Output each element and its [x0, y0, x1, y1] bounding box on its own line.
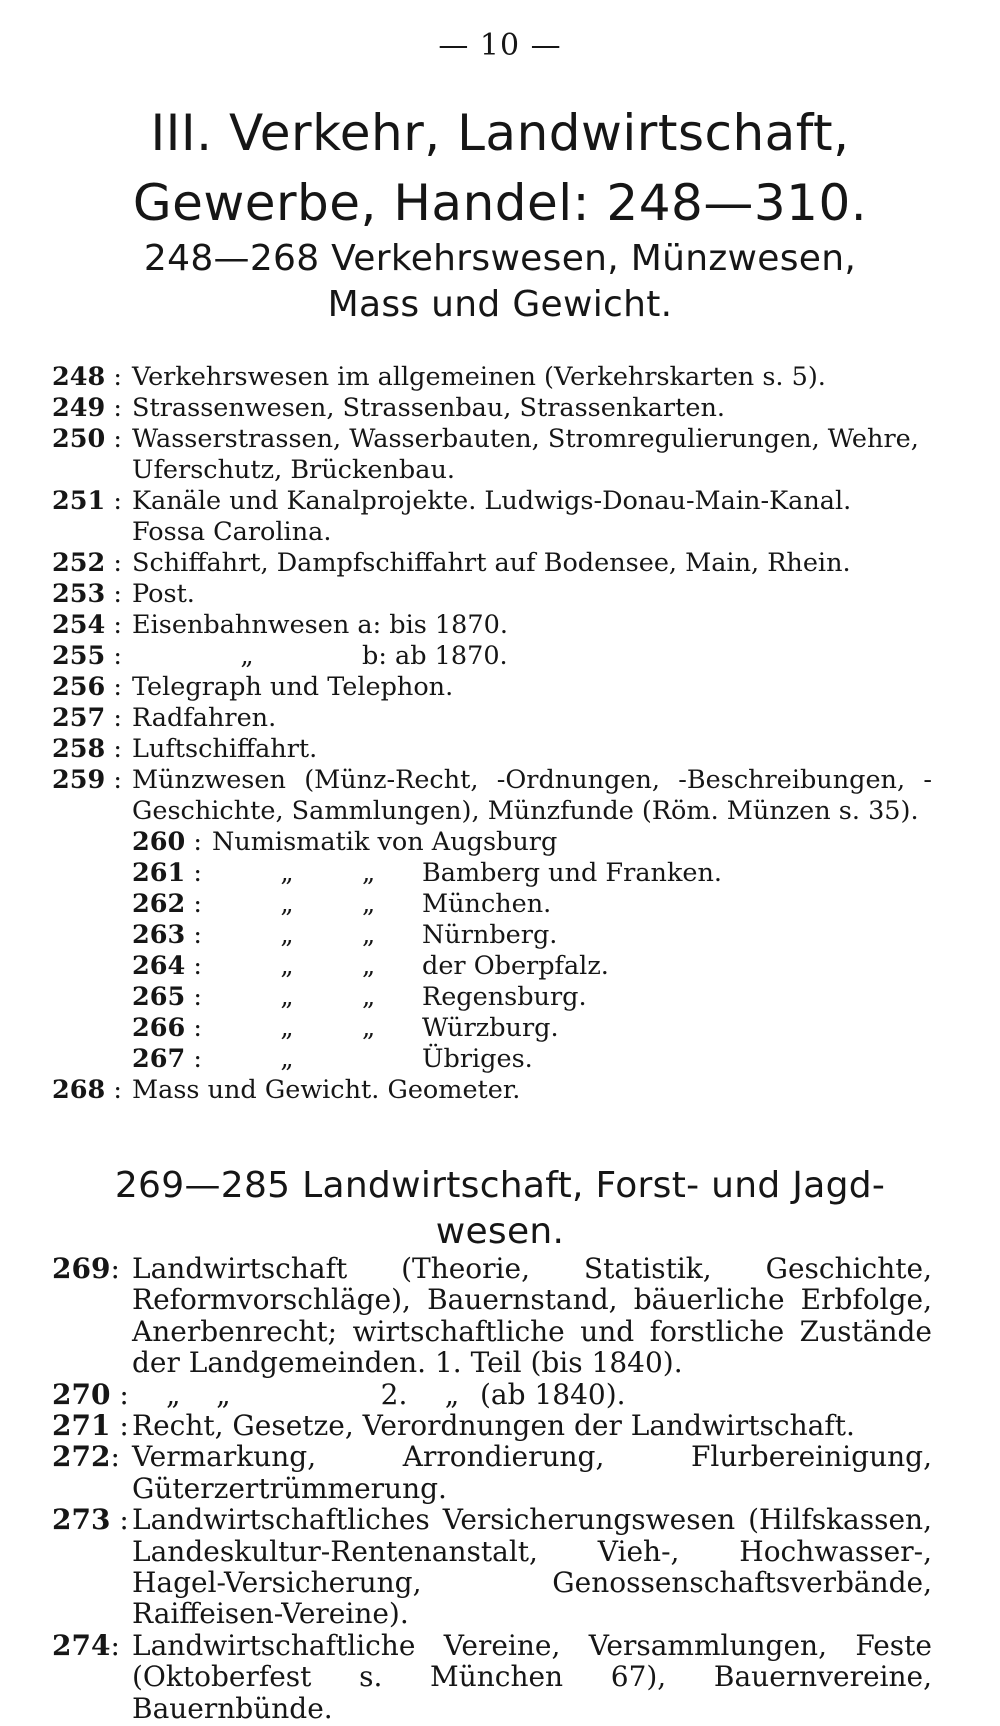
list-item: 253 : Post.: [52, 579, 932, 610]
entry-text: Übriges.: [422, 1044, 533, 1074]
list-item: 265 : „ „ Regensburg.: [132, 982, 587, 1012]
section-title-line-1: III. Verkehr, Landwirtschaft,: [150, 104, 850, 162]
entry-number: 270: [52, 1377, 111, 1411]
entry-text: (ab 1840).: [480, 1377, 626, 1411]
list-item: 260 : Numismatik von Augsburg: [52, 827, 932, 858]
entry-text: Würzburg.: [422, 1013, 559, 1043]
list-item: 264 : „ „ der Oberpfalz.: [132, 951, 609, 981]
list-item: 274: Landwirtschaftliche Vereine, Versammlungen, Feste (Oktoberfest s. München 67), Bauernvereine, Bauernbünde.: [52, 1628, 932, 1725]
entry-text: Landwirtschaft (Theorie, Statistik, Geschichte, Reformvorschläge), Bauernstand, bäuerliche Erbfolge, Anerbenrecht; wirtschaftliche und forstliche Zustände der Landgemeinden. 1. Teil (bis 1840).: [132, 1252, 932, 1380]
entry-number: 260: [132, 827, 186, 857]
ditto-mark: „: [444, 1377, 460, 1411]
list-item: 257 : Radfahren.: [52, 703, 932, 734]
entry-number: 251: [52, 486, 106, 516]
ditto-mark: „: [280, 951, 294, 981]
entry-number: 265: [132, 982, 186, 1012]
list-item: 267 : „ Übriges.: [132, 1044, 533, 1074]
entry-number: 271: [52, 1409, 111, 1443]
entry-text: Verkehrswesen im allgemeinen (Verkehrskarten s. 5).: [132, 362, 826, 392]
ditto-mark: „: [280, 858, 294, 888]
entry-text: Recht, Gesetze, Verordnungen der Landwirtschaft.: [132, 1409, 855, 1443]
entry-number: 248: [52, 362, 106, 392]
entry-number: 264: [132, 951, 186, 981]
entry-number: 259: [52, 765, 106, 795]
ditto-mark: „: [362, 920, 376, 950]
entry-number: 267: [132, 1044, 186, 1074]
part-number: 2.: [380, 1377, 408, 1411]
entry-number: 255: [52, 641, 106, 671]
entry-text: der Oberpfalz.: [422, 951, 609, 981]
entry-text: Strassenwesen, Strassenbau, Strassenkarten.: [132, 393, 725, 423]
entry-text: Radfahren.: [132, 703, 277, 733]
ditto-mark: „: [280, 1044, 294, 1074]
entry-text: Post.: [132, 579, 195, 609]
section-title-line-2: Gewerbe, Handel: 248—310.: [132, 174, 868, 232]
subsection-heading-line-2: Mass und Gewicht.: [327, 284, 673, 325]
ditto-mark: „ „: [166, 1377, 231, 1411]
entry-text: Landwirtschaftliche Vereine, Versammlungen, Feste (Oktoberfest s. München 67), Bauernvereine, Bauernbünde.: [132, 1628, 932, 1725]
list-item: 259 : Münzwesen (Münz-Recht, -Ordnungen, -Beschreibungen, -Geschichte, Sammlungen), Münzfunde (Röm. Münzen s. 35).: [52, 765, 932, 826]
subsection-heading-line-1: 269—285 Landwirtschaft, Forst- und Jagd-: [114, 1165, 886, 1206]
entry-number: 253: [52, 579, 106, 609]
list-item: 258 : Luftschiffahrt.: [52, 734, 932, 765]
entry-text: Wasserstrassen, Wasserbauten, Stromregulierungen, Wehre, Uferschutz, Brückenbau.: [132, 424, 919, 485]
entry-number: 249: [52, 393, 106, 423]
entry-number: 262: [132, 889, 186, 919]
list-item: 263 : „ „ Nürnberg.: [132, 920, 558, 950]
entry-number: 268: [52, 1075, 106, 1105]
list-item: 268 : Mass und Gewicht. Geometer.: [52, 1075, 932, 1106]
list-item: 269: Landwirtschaft (Theorie, Statistik, Geschichte, Reformvorschläge), Bauernstand, bäuerliche Erbfolge, Anerbenrecht; wirtschaftliche und forstliche Zustände der Landgemeinden. 1. Teil (bis 1840).: [52, 1252, 932, 1380]
subsection-heading-verkehr: [60, 236, 940, 328]
entry-number: 257: [52, 703, 106, 733]
entry-number: 272: [52, 1440, 111, 1474]
subsection-heading-line-1: 248—268 Verkehrswesen, Münzwesen,: [143, 238, 857, 279]
entry-text: Luftschiffahrt.: [132, 734, 318, 764]
list-item: 249 : Strassenwesen, Strassenbau, Strassenkarten.: [52, 393, 932, 424]
entry-list-verkehr: [52, 362, 932, 1106]
ditto-mark: „: [362, 982, 376, 1012]
entry-number: 256: [52, 672, 106, 702]
entry-text: Kanäle und Kanalprojekte. Ludwigs-Donau-Main-Kanal. Fossa Carolina.: [132, 486, 852, 547]
ditto-mark: „: [280, 920, 294, 950]
ditto-mark: „: [280, 889, 294, 919]
list-item: 251 : Kanäle und Kanalprojekte. Ludwigs-Donau-Main-Kanal. Fossa Carolina.: [52, 486, 932, 548]
ditto-mark: „: [362, 1013, 376, 1043]
list-item: 250 : Wasserstrassen, Wasserbauten, Stromregulierungen, Wehre, Uferschutz, Brückenbau.: [52, 424, 932, 486]
entry-number: 266: [132, 1013, 186, 1043]
entry-text: Numismatik von Augsburg: [212, 827, 558, 857]
entry-number: 263: [132, 920, 186, 950]
entry-number: 261: [132, 858, 186, 888]
entry-text: Eisenbahnwesen a: bis 1870.: [132, 610, 508, 640]
entry-text: Münzwesen (Münz-Recht, -Ordnungen, -Beschreibungen, -Geschichte, Sammlungen), Münzfunde (Röm. Münzen s. 35).: [132, 765, 932, 826]
subsection-heading-line-2: wesen.: [435, 1211, 565, 1252]
list-item: 262 : „ „ München.: [132, 889, 552, 919]
list-item: 273 : Landwirtschaftliches Versicherungswesen (Hilfskassen, Landeskultur-Rentenanstalt, Vieh-, Hochwasser-, Hagel-Versicherung, Genossenschaftsverbände, Raiffeisen-Vereine).: [52, 1503, 932, 1631]
list-item: 256 : Telegraph und Telephon.: [52, 672, 932, 703]
ditto-mark: „: [362, 951, 376, 981]
entry-list-landwirtschaft: [52, 1253, 932, 1724]
ditto-mark: „: [240, 641, 254, 671]
entry-text: Nürnberg.: [422, 920, 558, 950]
entry-text: Schiffahrt, Dampfschiffahrt auf Bodensee, Main, Rhein.: [132, 548, 851, 578]
list-item: 255 : „ b: ab 1870.: [52, 641, 508, 671]
entry-text: b: ab 1870.: [362, 641, 508, 671]
subsection-heading-landwirtschaft: [60, 1163, 940, 1255]
list-item: 271 : Recht, Gesetze, Verordnungen der Landwirtschaft.: [52, 1410, 932, 1441]
entry-text: Regensburg.: [422, 982, 587, 1012]
list-item: 272: Vermarkung, Arrondierung, Flurbereinigung, Güterzertrümmerung.: [52, 1440, 932, 1505]
list-item: 252 : Schiffahrt, Dampfschiffahrt auf Bodensee, Main, Rhein.: [52, 548, 932, 579]
ditto-mark: „: [280, 982, 294, 1012]
entry-number: 254: [52, 610, 106, 640]
entry-text: Vermarkung, Arrondierung, Flurbereinigung, Güterzertrümmerung.: [132, 1440, 932, 1505]
list-item: 248 : Verkehrswesen im allgemeinen (Verkehrskarten s. 5).: [52, 362, 932, 393]
ditto-mark: „: [362, 889, 376, 919]
ditto-mark: „: [362, 858, 376, 888]
list-item: 270 : „ „ 2. „ (ab 1840).: [52, 1377, 626, 1411]
entry-text: Bamberg und Franken.: [422, 858, 723, 888]
entry-number: 269: [52, 1252, 111, 1285]
page-number: — 10 —: [438, 28, 562, 63]
section-title: [60, 98, 940, 238]
entry-number: 250: [52, 424, 106, 454]
ditto-mark: „: [280, 1013, 294, 1043]
list-item: 261 : „ „ Bamberg und Franken.: [132, 858, 723, 888]
entry-text: Telegraph und Telephon.: [132, 672, 454, 702]
entry-text: Landwirtschaftliches Versicherungswesen (Hilfskassen, Landeskultur-Rentenanstalt, Vieh-, Hochwasser-, Hagel-Versicherung, Genossenschaftsverbände, Raiffeisen-Vereine).: [132, 1503, 932, 1631]
entry-number: 258: [52, 734, 106, 764]
entry-number: 274: [52, 1628, 111, 1662]
entry-number: 273: [52, 1503, 111, 1537]
entry-text: Mass und Gewicht. Geometer.: [132, 1075, 521, 1105]
entry-number: 252: [52, 548, 106, 578]
list-item: 266 : „ „ Würzburg.: [132, 1013, 559, 1043]
list-item: 254 : Eisenbahnwesen a: bis 1870.: [52, 610, 932, 641]
entry-text: München.: [422, 889, 552, 919]
